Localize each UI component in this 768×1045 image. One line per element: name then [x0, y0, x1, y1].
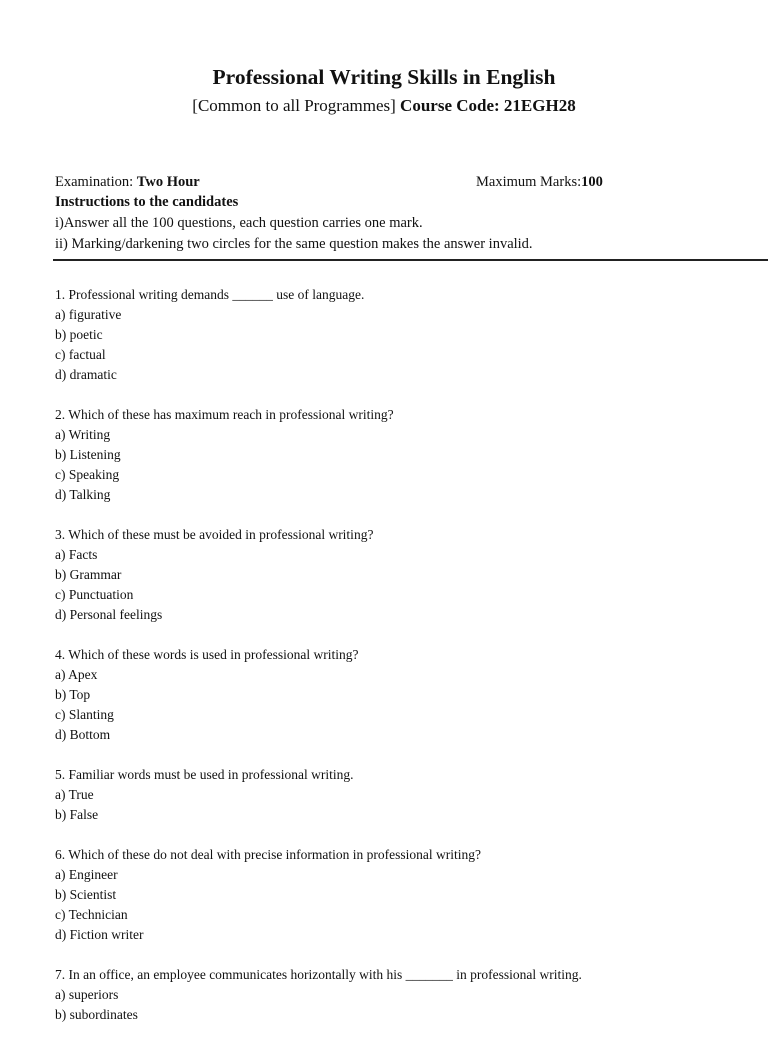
answer-option: c) Punctuation — [55, 587, 134, 602]
instructions-block — [55, 192, 735, 255]
instruction-item: i)Answer all the 100 questions, each question carries one mark. — [55, 215, 423, 231]
answer-option: b) poetic — [55, 327, 103, 342]
instructions-heading: Instructions to the candidates — [55, 194, 239, 210]
question-1 — [55, 285, 745, 385]
question-text: 4. Which of these words is used in professional writing? — [55, 647, 359, 662]
exam-duration-label: Examination: — [55, 174, 137, 190]
answer-option: c) Slanting — [55, 707, 114, 722]
answer-option: d) Talking — [55, 487, 111, 502]
answer-option: a) Writing — [55, 427, 111, 442]
answer-option: a) Apex — [55, 667, 98, 682]
exam-duration-value: Two Hour — [136, 174, 200, 190]
answer-option: b) Listening — [55, 447, 121, 462]
instruction-item: ii) Marking/darkening two circles for the same question makes the answer invalid. — [55, 236, 533, 252]
question-text: 3. Which of these must be avoided in professional writing? — [55, 527, 374, 542]
question-list — [55, 285, 745, 1045]
answer-option: a) Engineer — [55, 867, 118, 882]
answer-option: b) Grammar — [55, 567, 122, 582]
question-6 — [55, 845, 745, 945]
answer-option: a) figurative — [55, 307, 122, 322]
question-text: 6. Which of these do not deal with precise information in professional writing? — [55, 847, 482, 862]
answer-option: a) superiors — [55, 987, 119, 1002]
maximum-marks-label: Maximum Marks: — [476, 174, 582, 190]
page-title: Professional Writing Skills in English — [212, 65, 556, 89]
course-subtitle — [0, 94, 768, 118]
question-text: 7. In an office, an employee communicates horizontally with his _______ in professional writing. — [55, 967, 582, 982]
programme-note: [Common to all Programmes] — [192, 96, 401, 115]
answer-option: b) subordinates — [55, 1007, 138, 1022]
answer-option: c) Speaking — [55, 467, 120, 482]
question-7 — [55, 965, 745, 1025]
answer-option: a) Facts — [55, 547, 98, 562]
maximum-marks — [476, 170, 603, 194]
answer-option: b) Scientist — [55, 887, 117, 902]
answer-option: d) dramatic — [55, 367, 117, 382]
answer-option: d) Fiction writer — [55, 927, 144, 942]
question-text: 2. Which of these has maximum reach in professional writing? — [55, 407, 394, 422]
answer-option: c) Technician — [55, 907, 128, 922]
question-3 — [55, 525, 745, 625]
answer-option: a) True — [55, 787, 94, 802]
header-divider — [53, 259, 768, 261]
question-text: 1. Professional writing demands ______ use of language. — [55, 287, 365, 302]
question-text: 5. Familiar words must be used in professional writing. — [55, 767, 354, 782]
answer-option: d) Bottom — [55, 727, 111, 742]
question-5 — [55, 765, 745, 825]
answer-option: b) Top — [55, 687, 91, 702]
maximum-marks-value: 100 — [581, 174, 603, 190]
question-2 — [55, 405, 745, 505]
question-4 — [55, 645, 745, 745]
answer-option: d) Personal feelings — [55, 607, 163, 622]
answer-option: c) factual — [55, 347, 106, 362]
answer-option: b) False — [55, 807, 99, 822]
course-code: Course Code: 21EGH28 — [400, 96, 576, 115]
